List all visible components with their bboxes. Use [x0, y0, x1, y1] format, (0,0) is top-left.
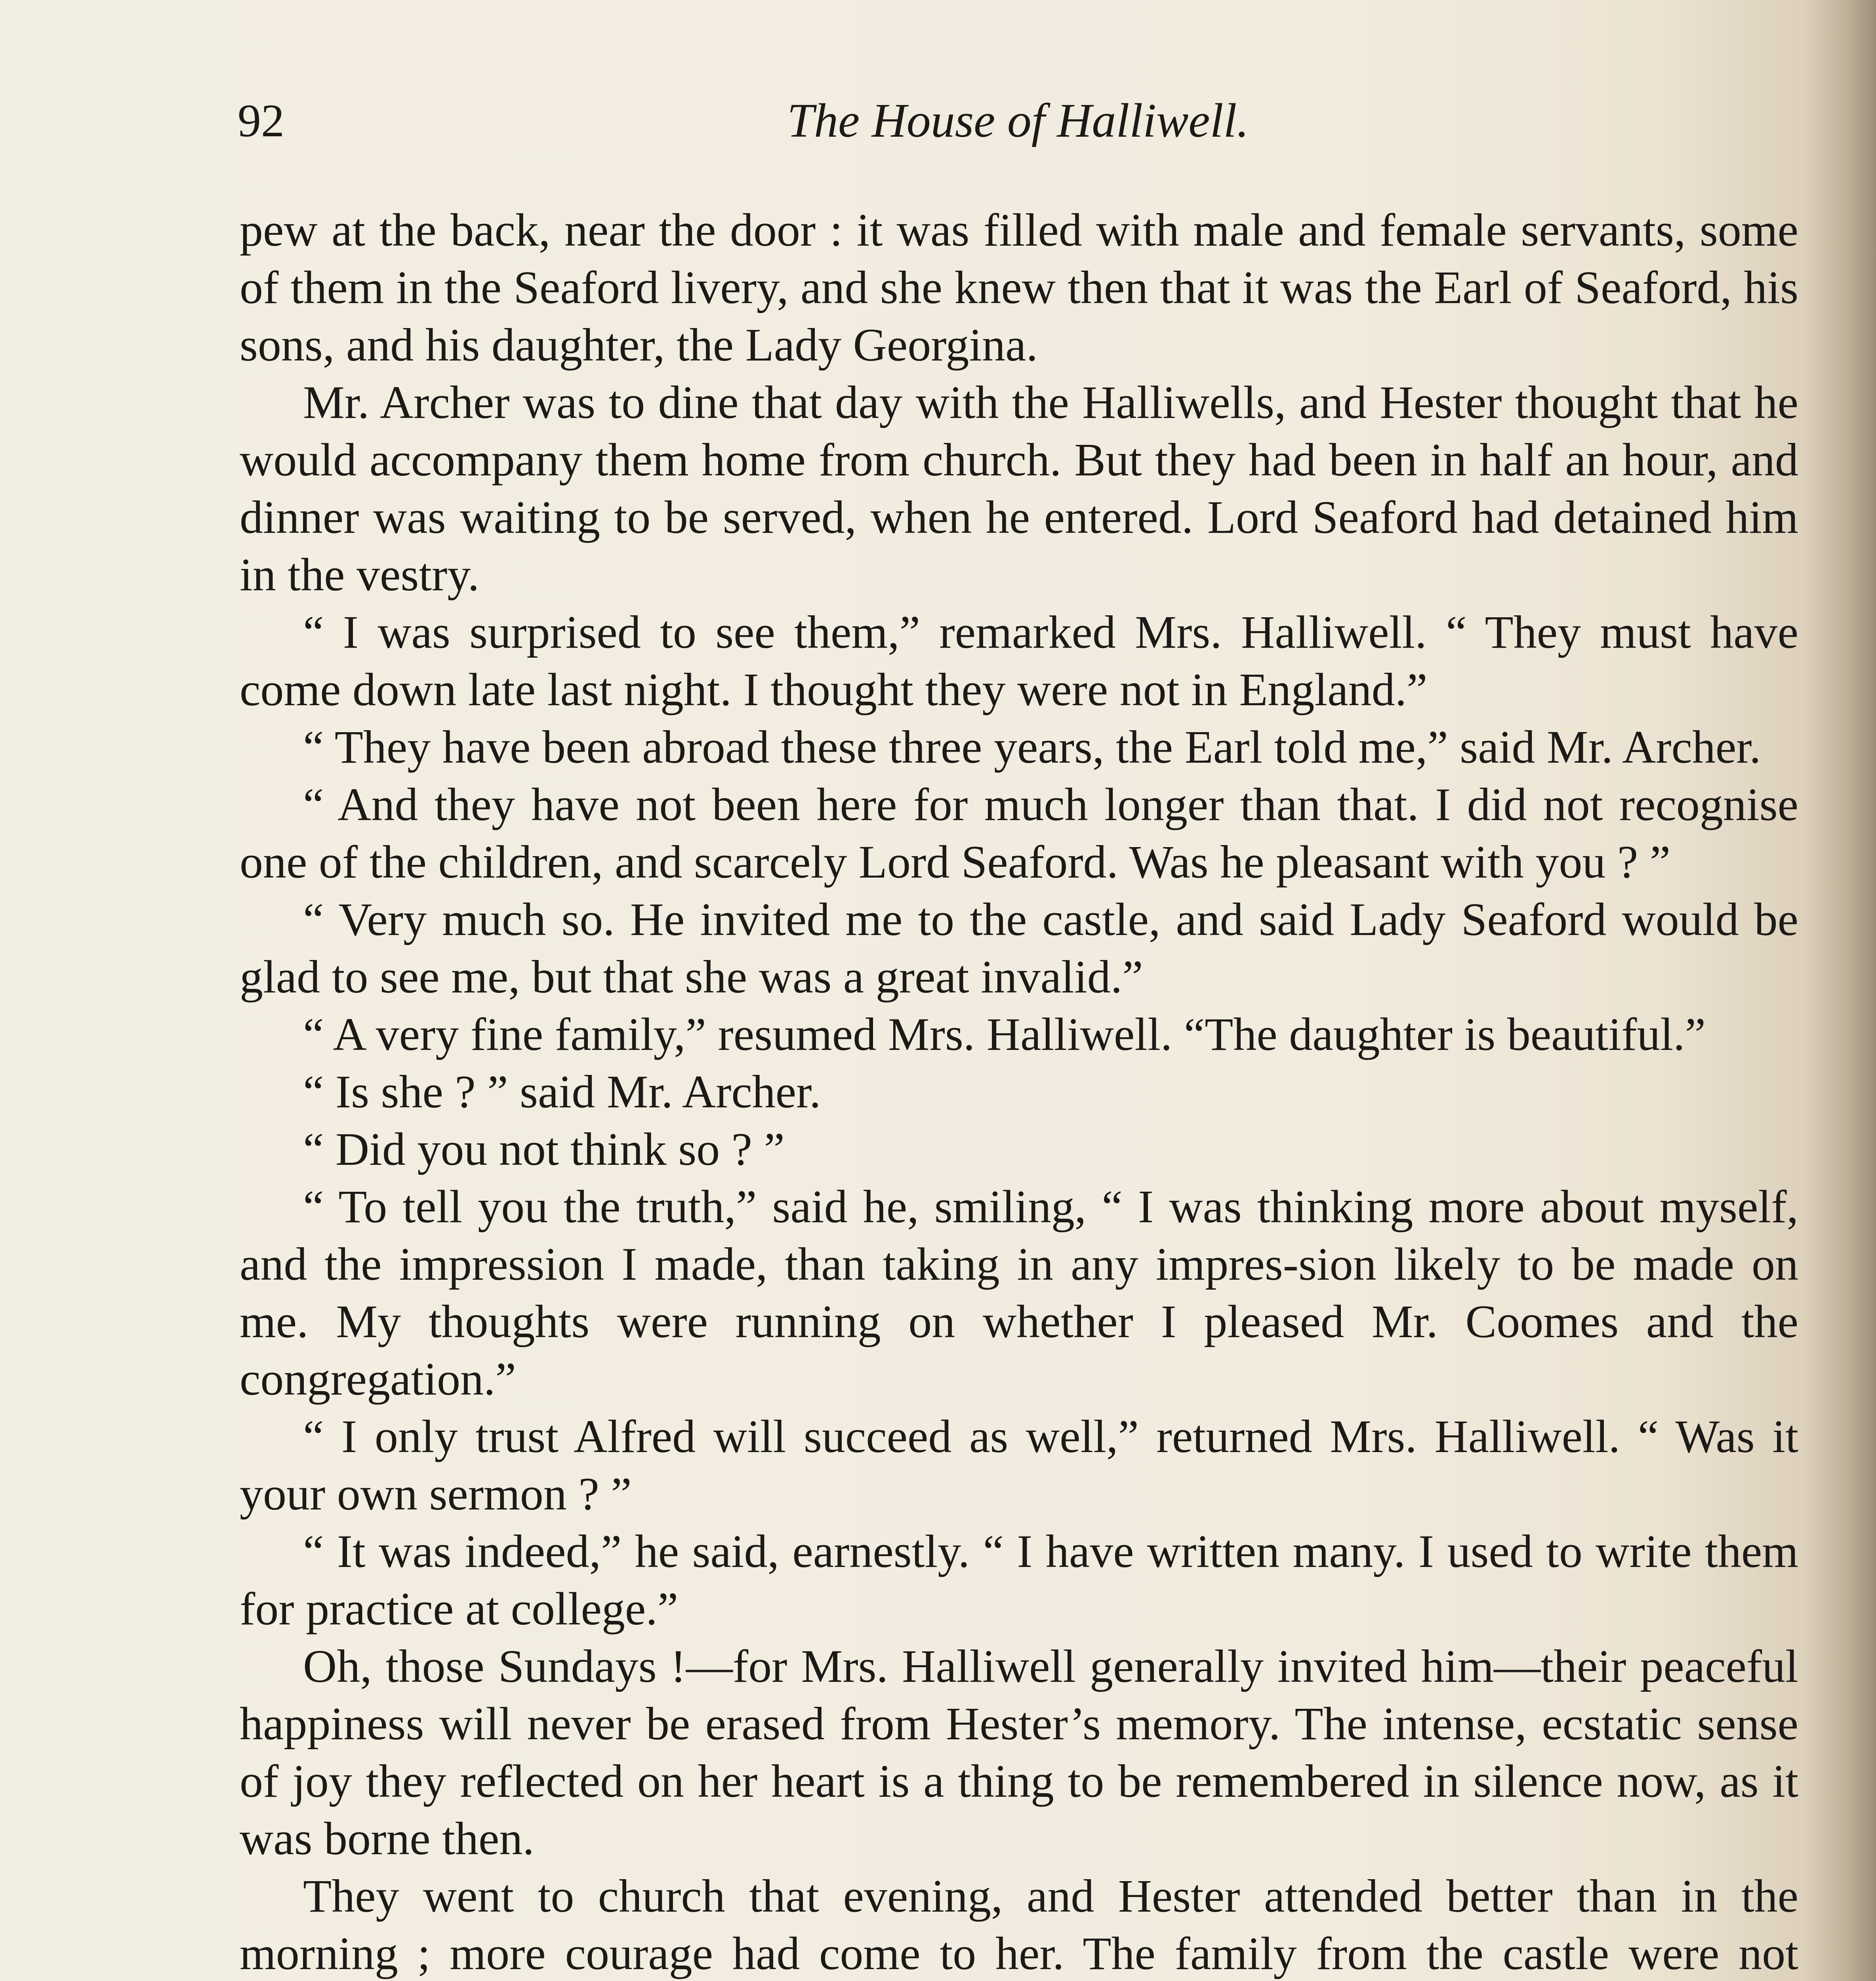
paragraph: “ I only trust Alfred will succeed as well,” returned Mrs. Halliwell. “ Was it your own sermon ? ” [240, 1410, 1798, 1520]
paragraph: “ To tell you the truth,” said he, smiling, “ I was thinking more about myself, and the impression I made, than taking in any impres-sion likely to be made on me. My thoughts were running on whether I pleased Mr. Coomes and the congregation.” [240, 1181, 1798, 1405]
spine-shadow [1805, 0, 1876, 1981]
paragraph: Oh, those Sundays !—for Mrs. Halliwell generally invited him—their peaceful happiness will never be erased from Hester’s memory. The intense, ecstatic sense of joy they reflected on her heart is a thing to be remembered in silence now, as it was borne then. [240, 1640, 1798, 1865]
paragraph: “ A very fine family,” resumed Mrs. Halliwell. “The daughter is beautiful.” [303, 1008, 1706, 1060]
paragraph: “ Very much so. He invited me to the castle, and said Lady Seaford would be glad to see me, but that she was a great invalid.” [240, 893, 1798, 1003]
paragraph: “ It was indeed,” he said, earnestly. “ I have written many. I used to write them for practice at college.” [240, 1525, 1798, 1635]
paragraph: Mr. Archer was to dine that day with the Halliwells, and Hester thought that he would accompany them home from church. But they had been in half an hour, and dinner was waiting to be served, when he entered. Lord Seaford had detained him in the vestry. [240, 376, 1798, 601]
page-number: 92 [238, 95, 284, 147]
paragraph: “ And they have not been here for much longer than that. I did not recognise one of the children, and scarcely Lord Seaford. Was he pleasant with you ? ” [240, 779, 1798, 888]
paragraph: “ They have been abroad these three years, the Earl told me,” said Mr. Archer. [303, 721, 1761, 773]
running-title: The House of Halliwell. [787, 94, 1249, 147]
paragraph: pew at the back, near the door : it was filled with male and female servants, some of them in the Seaford livery, and she knew then that it was the Earl of Seaford, his sons, and his daughter, the Lady Georgina. [240, 204, 1798, 371]
paragraph: “ Is she ? ” said Mr. Archer. [303, 1066, 821, 1118]
paragraph: “ Did you not think so ? ” [303, 1123, 785, 1175]
page-header [238, 91, 1798, 170]
paragraph: They went to church that evening, and Hester attended better than in the morning ; more courage had come to her. The family from the castle were not [240, 1870, 1798, 1979]
paragraph: “ I was surprised to see them,” remarked Mrs. Halliwell. “ They must have come down late last night. I thought they were not in England.” [240, 606, 1798, 716]
body-text [240, 201, 1798, 1981]
